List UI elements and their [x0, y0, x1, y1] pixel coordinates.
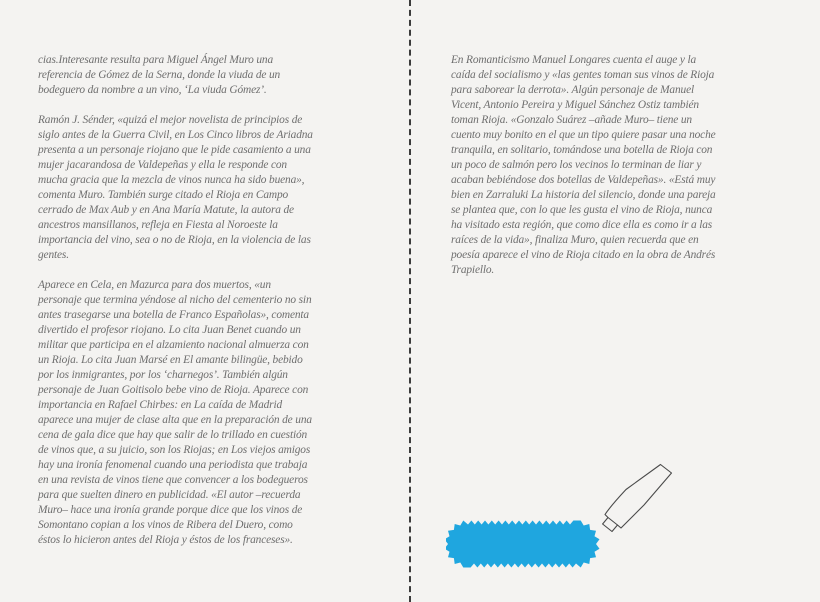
right-paragraph-1: En Romanticismo Manuel Longares cuenta el auge y la caída del socialismo y «las gentes toman sus vinos de Rioja para saborear la derrota». Algún personaje de Manuel Vicent, Antonio Pereira y Miguel Sánchez Ostiz también toman Rioja. «Gonzalo Suárez –añade Muro– tiene un cuento muy bonito en el que un tipo quiere pasar una noche tranquila, en solitario, tomándose una botella de Rioja con un poco de salmón pero los vecinos lo terminan de liar y acaban bebiéndose dos botellas de Valdepeñas». «Está muy bien en Zarraluki La historia del silencio, donde una pareja se plantea que, con lo que les gusta el vino de Rioja, nunca ha visitado esta región, que como dice ella es como ir a las raíces de la vida», finaliza Muro, quien recuerda que en poesía aparece el vino de Rioja citado en la obra de Andrés Trapiello. — [451, 54, 716, 276]
bottle-outline — [603, 465, 672, 532]
left-paragraph-2: Ramón J. Sénder, «quizá el mejor novelista de principios de siglo antes de la Guerra Civil, en Los Cinco libros de Ariadna presenta a un personaje riojano que le pide casamiento a una mujer jacarandosa de Valdepeñas y ella le responde con mucha gracia que la mezcla de vinos nunca ha sido buena», comenta Muro. También surge citado el Rioja en Campo cerrado de Max Aub y en Ana María Matute, la autora de ancestros mansillanos, refleja en Fiesta al Noroeste la importancia del vino, sea o no de Rioja, en la violencia de las gentes. — [38, 114, 313, 261]
left-paragraph-3: Aparece en Cela, en Mazurca para dos muertos, «un personaje que termina yéndose al nicho del cementerio no sin antes trasegarse una botella de Franco Españolas», comenta divertido el profesor riojano. Lo cita Juan Benet cuando un militar que participa en el alzamiento nacional almuerza con un Rioja. Lo cita Juan Marsé en El amante bilingüe, bebido por los inmigrantes, por los ‘charnegos’. También algún personaje de Juan Goitisolo bebe vino de Rioja. Aparece con importancia en Rafael Chirbes: en La caída de Madrid aparece una mujer de clase alta que en la preparación de una cena de gala dice que hay que salir de lo trillado en cuestión de vinos que, a su juicio, son los Riojas; en Los viejos amigos hay una ironía fenomenal cuando una periodista que trabaja en una revista de vinos tiene que convencer a los bodegueros para que suelten dinero en publicidad. «El autor –recuerda Muro– hace una ironía grande porque dice que los vinos de Somontano copian a los vinos de Ribera del Duero, como éstos lo hicieron antes del Rioja y éstos de los franceses». — [38, 279, 312, 546]
right-column — [451, 53, 723, 278]
left-column — [38, 53, 316, 548]
left-paragraph-1: cias.Interesante resulta para Miguel Ángel Muro una referencia de Gómez de la Serna, donde la viuda de un bodeguero da nombre a un vino, ‘La viuda Gómez’. — [38, 54, 281, 96]
wine-splash-shape — [446, 521, 600, 568]
spilled-wine-bottle-icon — [446, 460, 676, 570]
page-fold-divider — [409, 0, 411, 602]
